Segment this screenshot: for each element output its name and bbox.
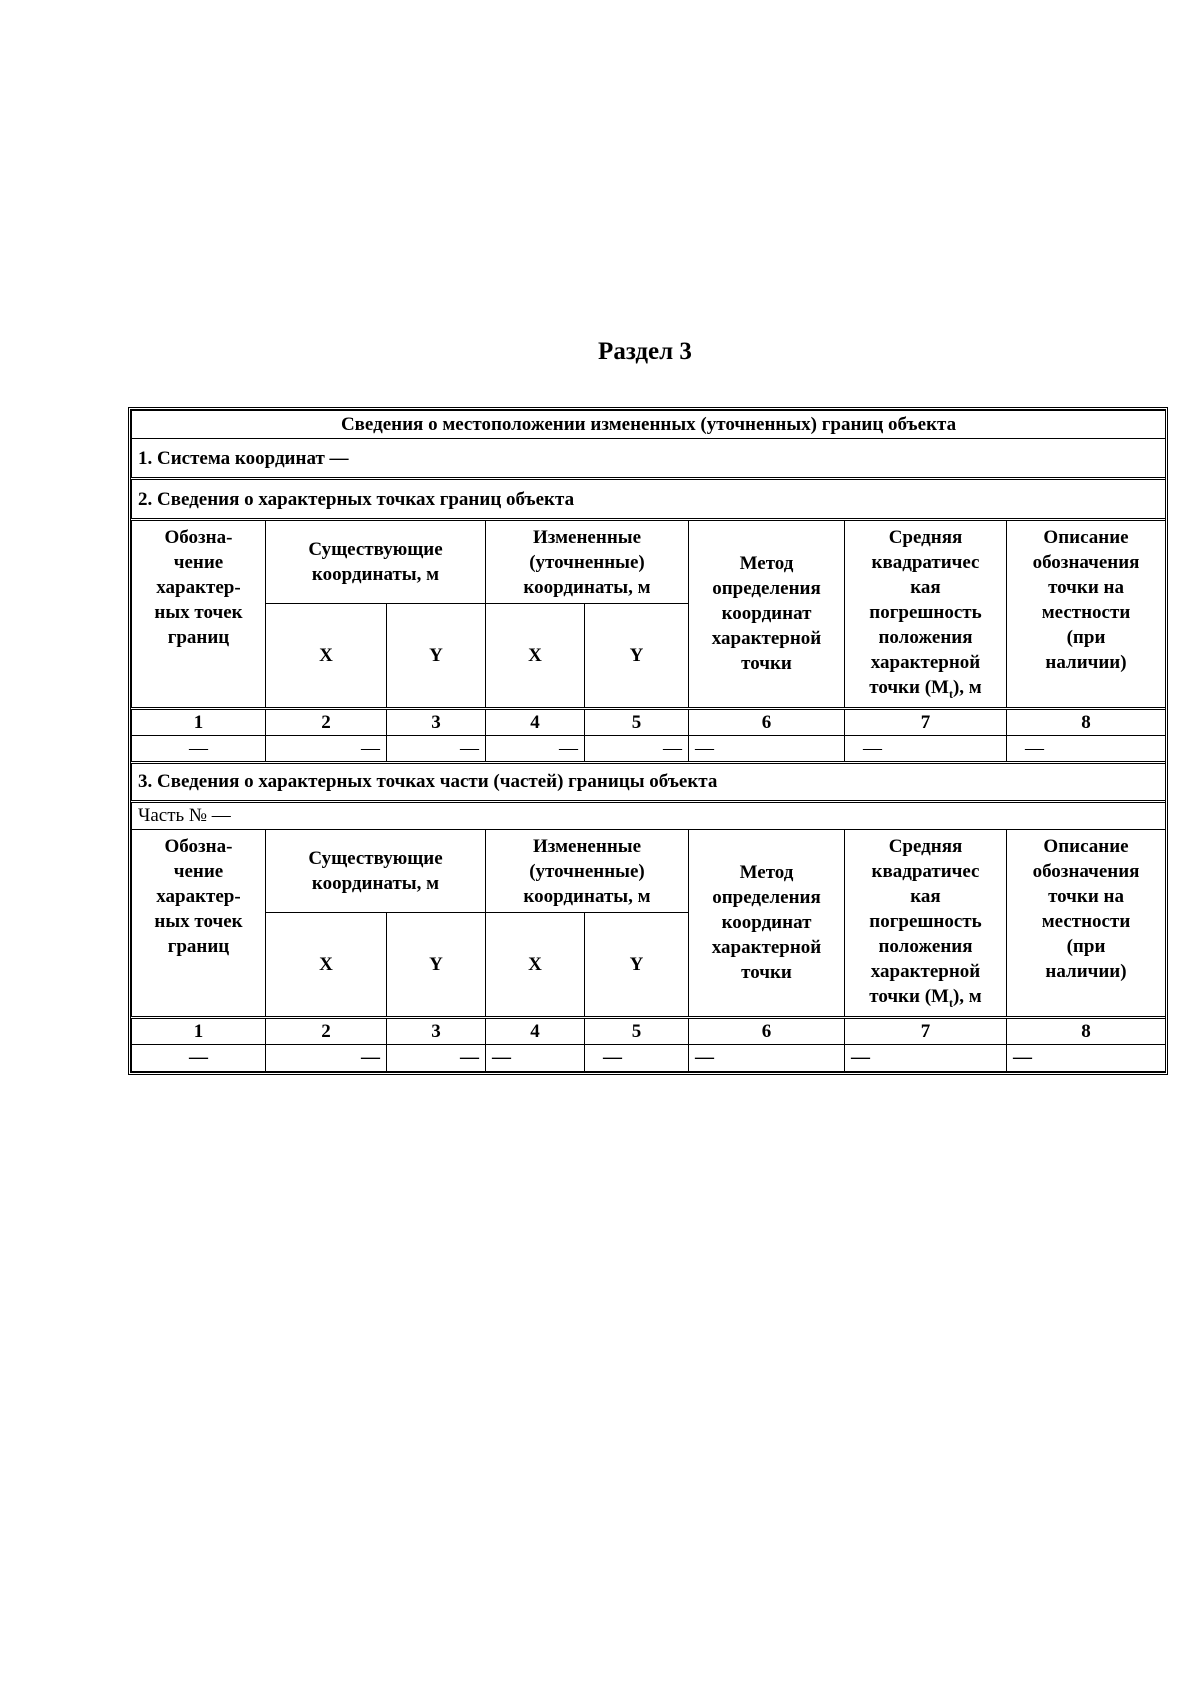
- col-changed-y: Y: [585, 912, 689, 1017]
- col-designation-label: Обозна- чение характер- ных точек границ: [154, 527, 243, 648]
- col-number: 8: [1007, 1017, 1166, 1044]
- col-changed-y: Y: [585, 604, 689, 709]
- points-cell: —: [132, 735, 266, 762]
- col-error-tail: ), м: [952, 985, 982, 1007]
- points-cell: —: [845, 735, 1007, 762]
- section-title: Раздел 3: [598, 338, 692, 365]
- col-number: 4: [486, 708, 585, 735]
- col-description-header: [1007, 829, 1166, 1017]
- parts-cell: —: [486, 1044, 585, 1071]
- col-number: 8: [1007, 708, 1166, 735]
- col-error-subscript: t: [948, 686, 953, 701]
- points-cell: —: [1007, 735, 1166, 762]
- col-error-label: Средняя квадратичес кая погрешность положения характерной точки (M: [869, 527, 982, 698]
- parts-cell: —: [1007, 1044, 1166, 1071]
- col-existing-label: Существующие координаты, м: [308, 539, 443, 585]
- parts-cell: —: [387, 1044, 486, 1071]
- col-changed-x: X: [486, 912, 585, 1017]
- col-existing-header: [266, 520, 486, 604]
- col-number: 6: [689, 708, 845, 735]
- col-designation-header: [132, 829, 266, 1017]
- boundary-table: [131, 410, 1166, 1072]
- col-method-header: [689, 520, 845, 709]
- parts-cell: —: [689, 1044, 845, 1071]
- boundary-table-frame: [128, 407, 1168, 1075]
- part-number: Часть № —: [132, 801, 1166, 829]
- col-number: 2: [266, 1017, 387, 1044]
- col-number: 4: [486, 1017, 585, 1044]
- col-number: 1: [132, 1017, 266, 1044]
- col-number: 3: [387, 1017, 486, 1044]
- parts-cell: —: [845, 1044, 1007, 1071]
- coordinate-system: 1. Система координат —: [132, 439, 1166, 479]
- points-cell: —: [585, 735, 689, 762]
- col-number: 5: [585, 708, 689, 735]
- col-designation-header: [132, 520, 266, 709]
- col-description-header: [1007, 520, 1166, 709]
- points-cell: —: [387, 735, 486, 762]
- col-error-subscript: t: [948, 995, 953, 1010]
- col-existing-y: Y: [387, 912, 486, 1017]
- parts-cell: —: [585, 1044, 689, 1071]
- col-changed-label: Измененные (уточненные) координаты, м: [523, 527, 651, 598]
- col-error-label: Средняя квадратичес кая погрешность положения характерной точки (M: [869, 835, 982, 1007]
- col-number: 3: [387, 708, 486, 735]
- col-method-label: Метод определения координат характерной точки: [711, 553, 822, 675]
- parts-cell: —: [266, 1044, 387, 1071]
- col-number: 2: [266, 708, 387, 735]
- points-cell: —: [486, 735, 585, 762]
- col-changed-x: X: [486, 604, 585, 709]
- col-number: 7: [845, 708, 1007, 735]
- col-number: 7: [845, 1017, 1007, 1044]
- col-method-label: Метод определения координат характерной точки: [711, 862, 822, 984]
- col-existing-y: Y: [387, 604, 486, 709]
- col-number: 1: [132, 708, 266, 735]
- col-changed-label: Измененные (уточненные) координаты, м: [523, 835, 651, 907]
- col-existing-label: Существующие координаты, м: [308, 847, 443, 894]
- col-error-tail: ), м: [952, 677, 982, 698]
- parts-heading: 3. Сведения о характерных точках части (частей) границы объекта: [132, 762, 1166, 801]
- points-cell: —: [689, 735, 845, 762]
- col-existing-x: X: [266, 604, 387, 709]
- col-error-header: [845, 829, 1007, 1017]
- col-changed-header: [486, 829, 689, 912]
- table-title: Сведения о местоположении измененных (уточненных) границ объекта: [132, 411, 1166, 439]
- col-number: 5: [585, 1017, 689, 1044]
- col-description-label: Описание обозначения точки на местности (при наличии): [1032, 527, 1140, 673]
- col-number: 6: [689, 1017, 845, 1044]
- points-cell: —: [266, 735, 387, 762]
- col-designation-label: Обозна- чение характер- ных точек границ: [154, 835, 243, 957]
- col-error-header: [845, 520, 1007, 709]
- col-method-header: [689, 829, 845, 1017]
- points-heading: 2. Сведения о характерных точках границ объекта: [132, 479, 1166, 520]
- col-existing-x: X: [266, 912, 387, 1017]
- col-existing-header: [266, 829, 486, 912]
- col-changed-header: [486, 520, 689, 604]
- parts-cell: —: [132, 1044, 266, 1071]
- col-description-label: Описание обозначения точки на местности (при наличии): [1032, 835, 1140, 982]
